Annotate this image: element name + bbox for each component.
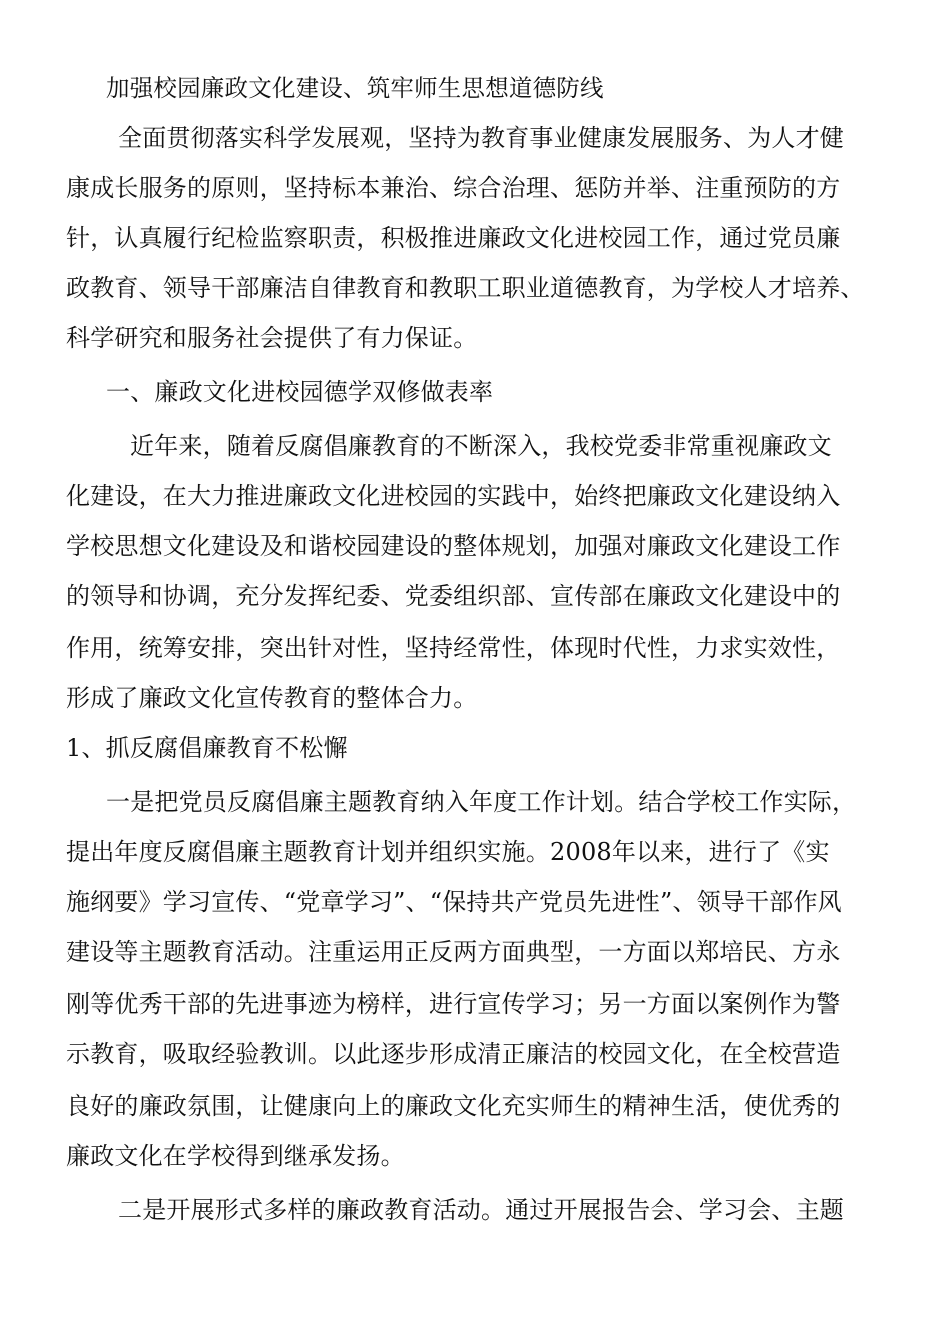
paragraph-line: 提出年度反腐倡廉主题教育计划并组织实施。2008年以来，进行了《实 <box>66 838 830 866</box>
paragraph-line: 科学研究和服务社会提供了有力保证。 <box>66 324 478 352</box>
subsection-heading: 1、抓反腐倡廉教育不松懈 <box>66 734 348 762</box>
document-title: 加强校园廉政文化建设、筑牢师生思想道德防线 <box>106 74 604 102</box>
paragraph-line: 廉政文化在学校得到继承发扬。 <box>66 1142 405 1170</box>
paragraph-line: 建设等主题教育活动。注重运用正反两方面典型，一方面以郑培民、方永 <box>66 938 841 966</box>
paragraph-line: 施纲要》学习宣传、“党章学习”、“保持共产党员先进性”、领导干部作风 <box>66 888 842 916</box>
paragraph-line: 一是把党员反腐倡廉主题教育纳入年度工作计划。结合学校工作实际， <box>106 788 857 816</box>
paragraph-line: 针，认真履行纪检监察职责，积极推进廉政文化进校园工作，通过党员廉 <box>66 224 841 252</box>
paragraph-line: 化建设，在大力推进廉政文化进校园的实践中，始终把廉政文化建设纳入 <box>66 482 841 510</box>
paragraph-line: 二是开展形式多样的廉政教育活动。通过开展报告会、学习会、主题 <box>118 1196 844 1224</box>
paragraph-line: 康成长服务的原则，坚持标本兼治、综合治理、惩防并举、注重预防的方 <box>66 174 841 202</box>
paragraph-line: 示教育，吸取经验教训。以此逐步形成清正廉洁的校园文化，在全校营造 <box>66 1040 841 1068</box>
paragraph-line: 良好的廉政氛围，让健康向上的廉政文化充实师生的精神生活，使优秀的 <box>66 1092 841 1120</box>
section-heading: 一、廉政文化进校园德学双修做表率 <box>106 378 494 406</box>
paragraph-line: 作用，统筹安排，突出针对性，坚持经常性，体现时代性，力求实效性， <box>66 634 841 662</box>
paragraph-line: 政教育、领导干部廉洁自律教育和教职工职业道德教育，为学校人才培养、 <box>66 274 865 302</box>
paragraph-line: 刚等优秀干部的先进事迹为榜样，进行宣传学习；另一方面以案例作为警 <box>66 990 841 1018</box>
paragraph-line: 学校思想文化建设及和谐校园建设的整体规划，加强对廉政文化建设工作 <box>66 532 841 560</box>
paragraph-line: 近年来，随着反腐倡廉教育的不断深入，我校党委非常重视廉政文 <box>130 432 832 460</box>
paragraph-line: 的领导和协调，充分发挥纪委、党委组织部、宣传部在廉政文化建设中的 <box>66 582 841 610</box>
paragraph-line: 全面贯彻落实科学发展观，坚持为教育事业健康发展服务、为人才健 <box>118 124 844 152</box>
paragraph-line: 形成了廉政文化宣传教育的整体合力。 <box>66 684 478 712</box>
